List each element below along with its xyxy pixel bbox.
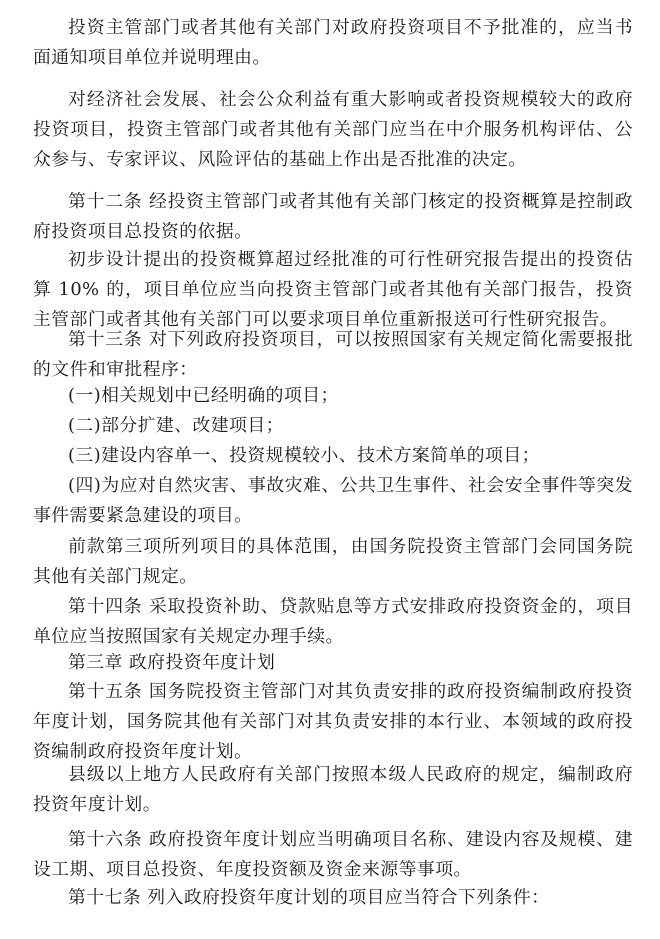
- list-item-4: (四)为应对自然灾害、事故灾难、公共卫生事件、社会安全事件等突发事件需要紧急建设的项目。: [33, 475, 633, 526]
- paragraph-6: 前款第三项所列项目的具体范围，由国务院投资主管部门会同国务院其他有关部门规定。: [33, 536, 633, 587]
- paragraph-5: 第十三条 对下列政府投资项目，可以按照国家有关规定简化需要报批的文件和审批程序：: [33, 329, 633, 380]
- paragraph-11: 第十七条 列入政府投资年度计划的项目应当符合下列条件：: [68, 887, 550, 908]
- chapter-heading: 第三章 政府投资年度计划: [68, 652, 276, 673]
- paragraph-9: 县级以上地方人民政府有关部门按照本级人民政府的规定，编制政府投资年度计划。: [33, 764, 633, 815]
- list-item-3: (三)建设内容单一、投资规模较小、技术方案简单的项目；: [68, 445, 540, 466]
- list-item-2: (二)部分扩建、改建项目；: [68, 415, 284, 436]
- paragraph-3: 第十二条 经投资主管部门或者其他有关部门核定的投资概算是控制政府投资项目总投资的依据。: [33, 191, 633, 242]
- paragraph-1: 投资主管部门或者其他有关部门对政府投资项目不予批准的，应当书面通知项目单位并说明理由。: [33, 17, 633, 68]
- paragraph-8: 第十五条 国务院投资主管部门对其负责安排的政府投资编制政府投资年度计划，国务院其他有关部门对其负责安排的本行业、本领域的政府投资编制政府投资年度计划。: [33, 681, 633, 762]
- paragraph-7: 第十四条 采取投资补助、贷款贴息等方式安排政府投资资金的，项目单位应当按照国家有关规定办理手续。: [33, 596, 633, 647]
- paragraph-10: 第十六条 政府投资年度计划应当明确项目名称、建设内容及规模、建设工期、项目总投资、年度投资额及资金来源等事项。: [33, 829, 633, 880]
- paragraph-4: 初步设计提出的投资概算超过经批准的可行性研究报告提出的投资估算 10% 的，项目单位应当向投资主管部门或者其他有关部门报告，投资主管部门或者其他有关部门可以要求项目单位重新报送可行性研究报告。: [33, 249, 633, 330]
- list-item-1: (一)相关规划中已经明确的项目；: [68, 385, 339, 406]
- paragraph-2: 对经济社会发展、社会公众利益有重大影响或者投资规模较大的政府投资项目，投资主管部门或者其他有关部门应当在中介服务机构评估、公众参与、专家评议、风险评估的基础上作出是否批准的决定。: [33, 89, 633, 170]
